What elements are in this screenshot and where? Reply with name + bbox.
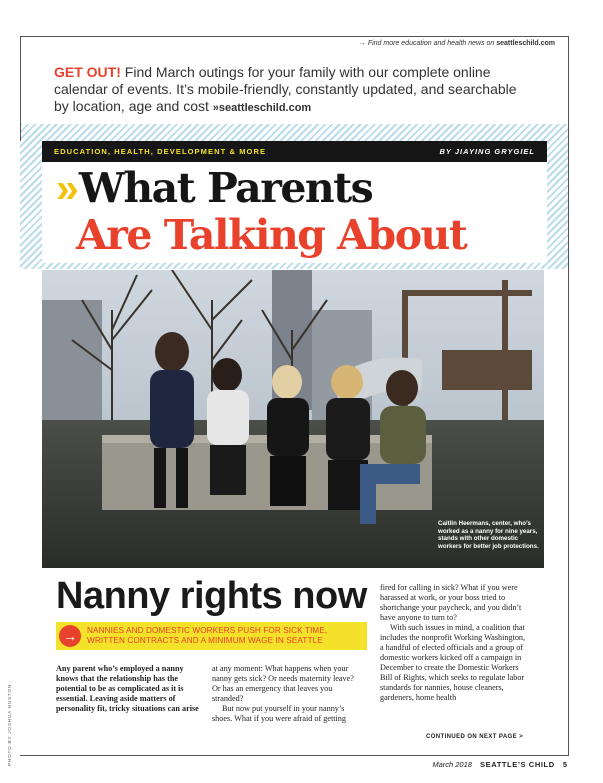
promo-highlight: GET OUT! (54, 64, 121, 80)
deck-text (87, 626, 327, 646)
footer-divider (20, 755, 569, 756)
title-line1-text: What Parents (78, 164, 373, 212)
promo-text: Find March outings for your family with our complete online calendar of events. It’s mobile-friendly, constantly updated, and searchable by location, age and cost (54, 64, 517, 114)
page-footer (432, 760, 567, 769)
article-headline: Nanny rights now (56, 575, 367, 617)
quote-mark-icon: » (56, 165, 75, 211)
article-deck (56, 622, 367, 650)
byline: BY JIAYING GRYGIEL (439, 147, 535, 156)
page-number: 5 (562, 760, 567, 769)
paragraph: With such issues in mind, a coalition that includes the nonprofit Working Washington, a handful of elected officials and a group of domestic workers kicked off a campaign in December to create the Domestic Workers Bill of Rights, which seeks to regulate labor standards for nannies, house cleaners, gardeners, home health (380, 623, 526, 702)
promo-site-link[interactable]: »seattleschild.com (212, 102, 312, 114)
footer-date: March 2018 (432, 760, 472, 769)
section-title-line1 (56, 166, 372, 210)
section-title-line2: Are Talking About (76, 211, 467, 259)
category-bar (42, 141, 547, 162)
article-column-3 (380, 583, 530, 703)
top-note-site-link[interactable]: seattleschild.com (496, 40, 555, 47)
continued-link[interactable]: CONTINUED ON NEXT PAGE > (426, 734, 523, 740)
paragraph: at any moment: What happens when your nanny gets sick? Or needs maternity leave? Or has an emergency that leaves you stranded? (212, 664, 354, 703)
arrow-icon: → (358, 40, 366, 47)
paragraph: But now put yourself in your nanny’s shoes. What if you were afraid of getting (212, 704, 346, 723)
frame-right-line (568, 36, 569, 756)
photo-credit: PHOTO BY JOSHUA HUSTON (8, 683, 13, 766)
promo-box (54, 64, 524, 117)
footer-magazine: SEATTLE’S CHILD (480, 760, 555, 769)
lead-paragraph: Any parent who’s employed a nanny knows that the relationship has the potential to be as complicated as it is essential. Leaving aside matters of personality fit, tricky situations can arise (56, 664, 199, 713)
arrow-right-icon: → (59, 625, 81, 647)
top-note (359, 40, 555, 47)
top-note-prefix: Find more education and health news on (367, 40, 497, 47)
photo-caption: Caitlin Heermans, center, who’s worked as a nanny for nine years, stands with other domestic workers for better job protections. (438, 520, 539, 550)
article-column-2 (212, 664, 364, 724)
frame-left-line (20, 36, 21, 141)
deck-line2: WRITTEN CONTRACTS AND A MINIMUM WAGE IN SEATTLE (87, 636, 323, 645)
deck-line1: NANNIES AND DOMESTIC WORKERS PUSH FOR SICK TIME, (87, 626, 328, 635)
category-label: EDUCATION, HEALTH, DEVELOPMENT & MORE (54, 147, 267, 156)
paragraph: fired for calling in sick? What if you were harassed at work, or your boss tried to shortchange your paycheck, and you didn’t have anyone to turn to? (380, 583, 522, 622)
article-column-1 (56, 664, 200, 714)
